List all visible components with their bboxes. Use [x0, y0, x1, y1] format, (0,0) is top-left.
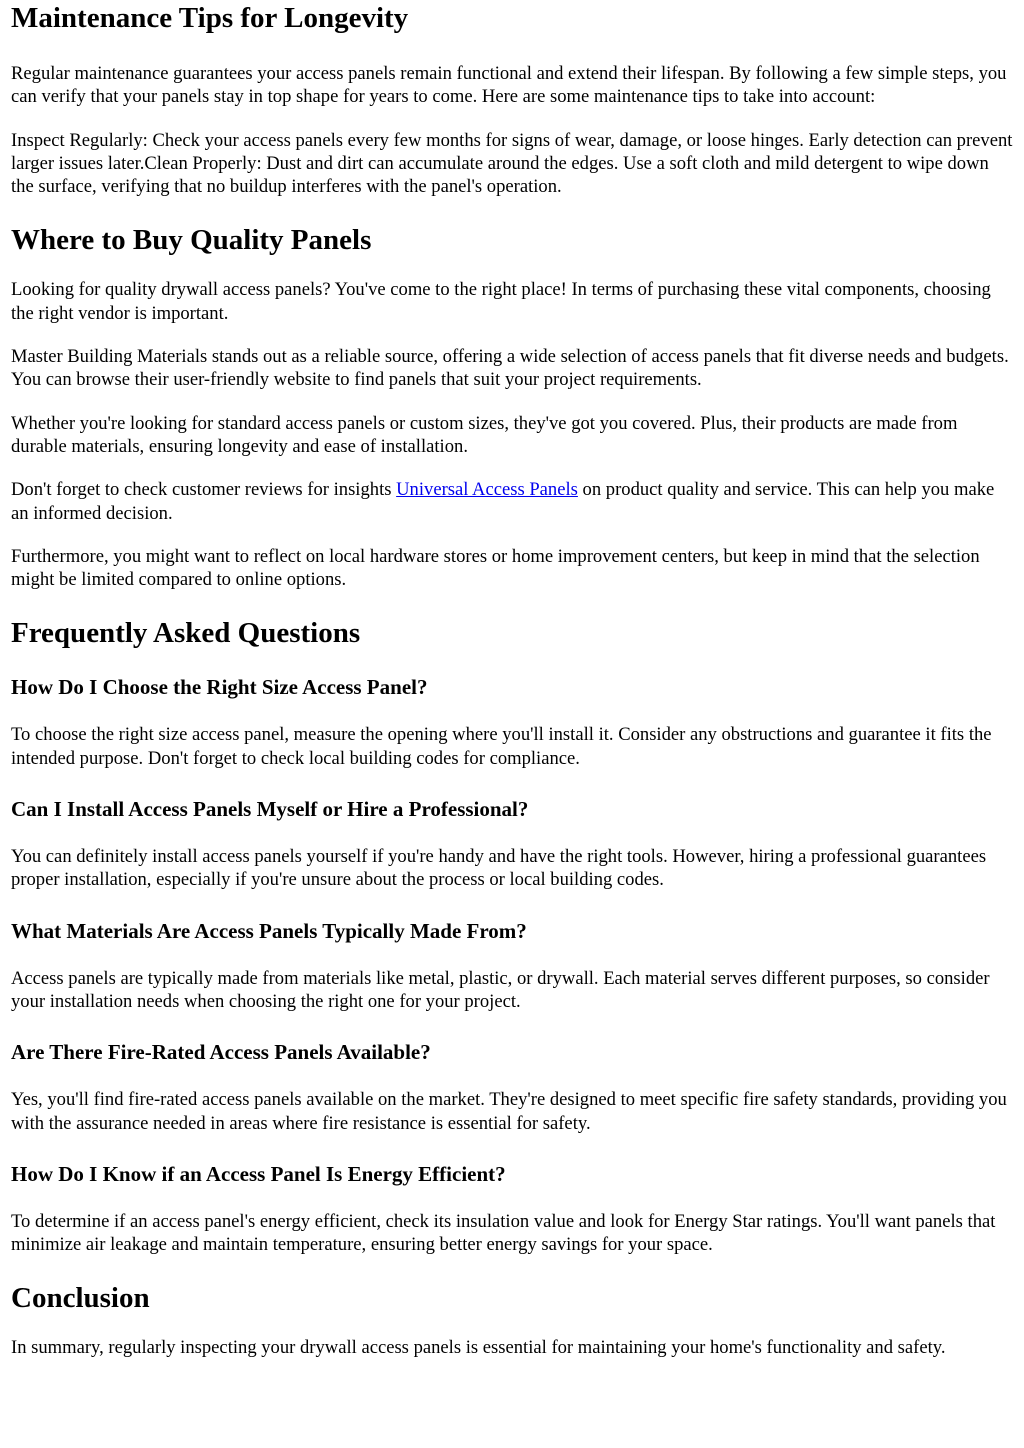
paragraph: Regular maintenance guarantees your access panels remain functional and extend their lifespan. By following a few simple steps, you can verify that your panels stay in top shape for years to come. Here are some maintenance tips to take into account:	[11, 63, 1007, 108]
section-heading-faq: Frequently Asked Questions	[11, 617, 361, 650]
paragraph: In summary, regularly inspecting your drywall access panels is essential for maintaining your home's functionality and safety.	[11, 1337, 946, 1359]
faq-question: Can I Install Access Panels Myself or Hire a Professional?	[11, 797, 529, 822]
faq-answer: Access panels are typically made from materials like metal, plastic, or drywall. Each material serves different purposes, so consider your installation needs when choosing the right one for your project.	[11, 967, 990, 1012]
paragraph-with-link	[11, 478, 1013, 525]
universal-access-panels-link[interactable]: Universal Access Panels	[396, 479, 578, 501]
paragraph-text: on product quality and service. This can help you make an informed decision.	[11, 479, 995, 524]
paragraph: Master Building Materials stands out as a reliable source, offering a wide selection of access panels that fit diverse needs and budgets. You can browse their user-friendly website to find panels that suit your project requirements.	[11, 346, 1009, 391]
faq-question: How Do I Know if an Access Panel Is Energy Efficient?	[11, 1161, 506, 1186]
faq-answer: Yes, you'll find fire-rated access panels available on the market. They're designed to meet specific fire safety standards, providing you with the assurance needed in areas where fire resistance is essential for safety.	[11, 1089, 1007, 1134]
faq-question: What Materials Are Access Panels Typically Made From?	[11, 918, 527, 943]
faq-answer: You can definitely install access panels yourself if you're handy and have the right tools. However, hiring a professional guarantees proper installation, especially if you're unsure about the process or local building codes.	[11, 846, 987, 891]
paragraph: Looking for quality drywall access panels? You've come to the right place! In terms of purchasing these vital components, choosing the right vendor is important.	[11, 279, 991, 324]
paragraph: Furthermore, you might want to reflect on local hardware stores or home improvement centers, but keep in mind that the selection might be limited compared to online options.	[11, 545, 980, 591]
section-heading-where-to-buy: Where to Buy Quality Panels	[11, 224, 372, 257]
paragraph: Whether you're looking for standard access panels or custom sizes, they've got you covered. Plus, their products are made from durable materials, ensuring longevity and ease of installation.	[11, 412, 958, 457]
faq-question: How Do I Choose the Right Size Access Panel?	[11, 675, 428, 700]
section-heading-maintenance: Maintenance Tips for Longevity	[11, 2, 409, 34]
section-heading-conclusion: Conclusion	[11, 1282, 150, 1315]
paragraph-text: Don't forget to check customer reviews for insights	[11, 479, 397, 501]
faq-question: Are There Fire-Rated Access Panels Available?	[11, 1040, 431, 1065]
faq-answer: To choose the right size access panel, measure the opening where you'll install it. Consider any obstructions and guarantee it fits the intended purpose. Don't forget to check local building codes for compliance.	[11, 724, 992, 769]
paragraph: Inspect Regularly: Check your access panels every few months for signs of wear, damage, or loose hinges. Early detection can prevent larger issues later.Clean Properly: Dust and dirt can accumulate around the edges. Use a soft cloth and mild detergent to wipe down the surface, verifying that no buildup interferes with the panel's operation.	[11, 129, 1013, 198]
faq-answer: To determine if an access panel's energy efficient, check its insulation value and look for Energy Star ratings. You'll want panels that minimize air leakage and maintain temperature, ensuring better energy savings for your space.	[11, 1210, 996, 1256]
